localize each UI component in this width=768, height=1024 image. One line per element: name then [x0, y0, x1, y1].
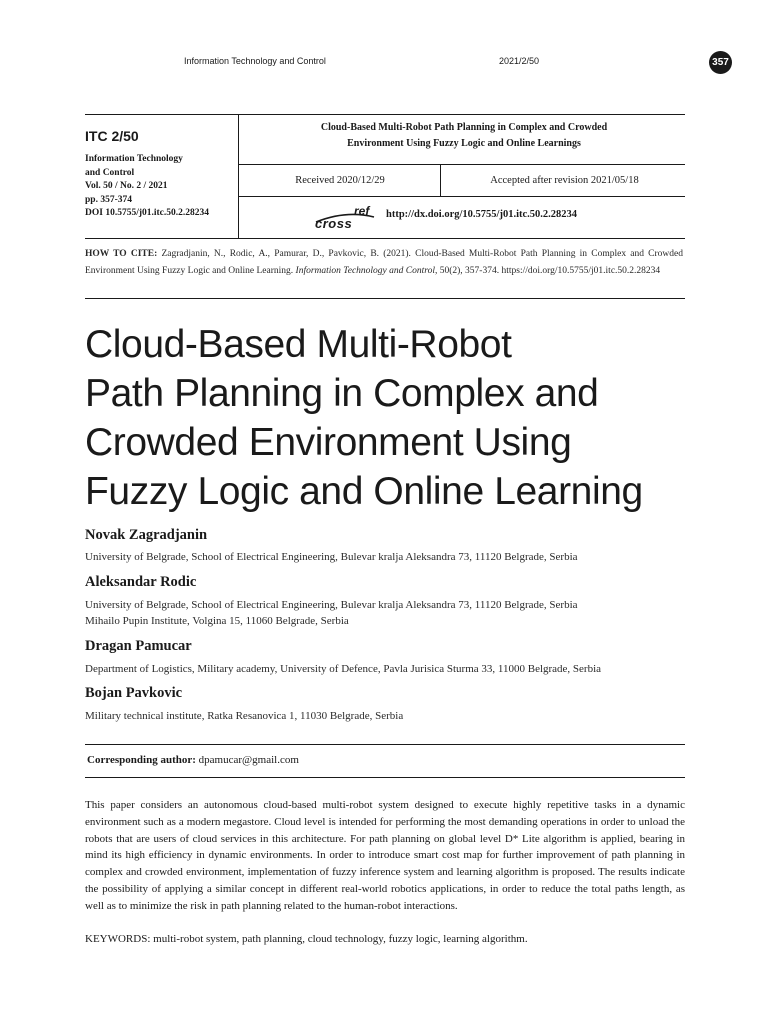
- journal-meta: [85, 153, 235, 221]
- keywords-text: multi-robot system, path planning, cloud technology, fuzzy logic, learning algorithm.: [150, 933, 528, 945]
- info-box-bottom-rule: [85, 238, 685, 239]
- box-title-line: Cloud-Based Multi-Robot Path Planning in Complex and Crowded: [320, 122, 608, 133]
- how-to-cite: [85, 246, 683, 279]
- info-box-divider: [238, 114, 239, 238]
- paper-title: [85, 320, 685, 516]
- meta-line: and Control: [85, 167, 135, 178]
- running-header-journal: Information Technology and Control: [184, 56, 326, 66]
- title-line: Fuzzy Logic and Online Learning: [85, 470, 643, 513]
- box-title-line: Environment Using Fuzzy Logic and Online Learnings: [347, 138, 581, 149]
- svg-text:ref: ref: [354, 204, 370, 218]
- running-header-date: 2021/2/50: [499, 56, 540, 66]
- received-date: Received 2020/12/29: [295, 175, 385, 186]
- itc-label: ITC 2/50: [85, 128, 139, 144]
- keywords: [85, 933, 685, 945]
- keywords-label: KEYWORDS:: [85, 933, 151, 945]
- meta-line: Vol. 50 / No. 2 / 2021: [85, 181, 168, 191]
- meta-line: DOI 10.5755/j01.itc.50.2.28234: [85, 208, 210, 218]
- title-line: Cloud-Based Multi-Robot: [85, 323, 512, 366]
- doi-link[interactable]: http://dx.doi.org/10.5755/j01.itc.50.2.28234: [386, 209, 578, 220]
- info-box-title-rule: [238, 164, 685, 165]
- accepted-date: Accepted after revision 2021/05/18: [490, 175, 639, 186]
- box-paper-title: [240, 120, 688, 152]
- how-to-cite-label: HOW TO CITE:: [85, 249, 158, 259]
- author-affiliation: Mihailo Pupin Institute, Volgina 15, 11060 Belgrade, Serbia: [85, 615, 349, 627]
- info-box-dates-rule: [238, 196, 685, 197]
- meta-line: pp. 357-374: [85, 194, 132, 205]
- author-name: Novak Zagradjanin: [85, 527, 208, 543]
- meta-line: Information Technology: [85, 154, 183, 164]
- crossref-logo: [312, 204, 380, 230]
- author-name: Bojan Pavkovic: [85, 685, 183, 701]
- cite-bottom-rule: [85, 298, 685, 299]
- title-line: Path Planning in Complex and: [85, 372, 599, 415]
- author-name: Aleksandar Rodic: [85, 574, 197, 590]
- corresponding-author: [87, 754, 299, 766]
- corresponding-email[interactable]: dpamucar@gmail.com: [195, 754, 299, 766]
- corresponding-label: Corresponding author:: [87, 754, 196, 766]
- author-name: Dragan Pamucar: [85, 638, 192, 654]
- corresponding-bottom-rule: [85, 777, 685, 778]
- how-to-cite-doi: , 50(2), 357-374. https://doi.org/10.5755/j01.itc.50.2.28234: [434, 265, 661, 276]
- info-box-top-rule: [85, 114, 685, 115]
- title-line: Crowded Environment Using: [85, 421, 572, 464]
- how-to-cite-journal: Information Technology and Control: [295, 265, 435, 276]
- author-affiliation: Department of Logistics, Military academy, University of Defence, Pavla Jurisica Sturma 33, 11000 Belgrade, Serbia: [85, 663, 602, 675]
- author-affiliation: University of Belgrade, School of Electrical Engineering, Bulevar kralja Aleksandra 73, 11120 Belgrade, Serbia: [85, 551, 578, 563]
- corresponding-top-rule: [85, 744, 685, 745]
- author-affiliation: Military technical institute, Ratka Resanovica 1, 11030 Belgrade, Serbia: [85, 710, 404, 722]
- author-affiliation: University of Belgrade, School of Electrical Engineering, Bulevar kralja Aleksandra 73, 11120 Belgrade, Serbia: [85, 599, 578, 611]
- abstract: This paper considers an autonomous cloud-based multi-robot system designed to execute highly repetitive tasks in a dynamic environment such as a modern megastore. Cloud level is intended for performing the most demanding operations in order to unload the robots that are users of cloud services in this architecture. For path planning on global level D* Lite algorithm is applied, bearing in mind its high efficiency in dynamic environments. In order to introduce smart cost map for further improvement of path planning in complex and crowded environment, implementation of fuzzy inference system and learning algorithm is proposed. The results indicate the possibility of applying a similar concept in different real-world robotics applications, in order to reduce the total paths length, as well as to minimize the risk in path planning related to the human-robot interactions.: [85, 799, 685, 912]
- page-number-badge: 357: [709, 51, 732, 74]
- how-to-cite-text: Zagradjanin, N., Rodic, A., Pamurar, D., Pavkovic, B. (2021). Cloud-Based Multi-Robot Path Planning in Complex and Crowded Environment Using Fuzzy Logic and Online Learning.: [85, 249, 683, 276]
- svg-text:cross: cross: [315, 216, 353, 230]
